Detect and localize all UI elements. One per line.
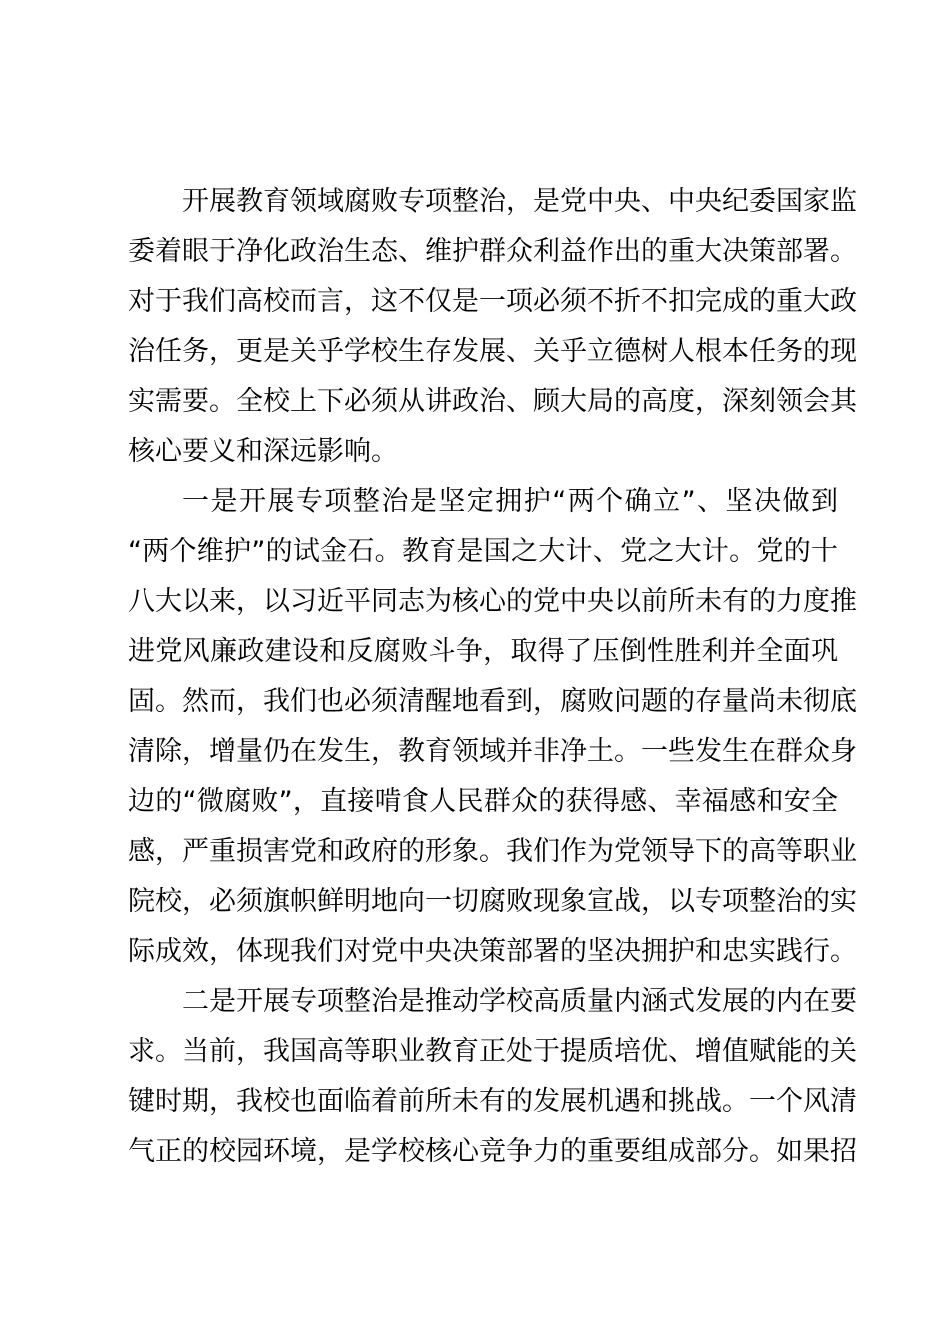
paragraph-line: 开展教育领域腐败专项整治，是党中央、中央纪委国家监	[182, 186, 857, 217]
paragraph-line: 气正的校园环境，是学校核心竞争力的重要组成部分。如果招	[128, 1136, 857, 1167]
paragraph-line: 感，严重损害党和政府的形象。我们作为党领导下的高等职业	[128, 836, 857, 867]
paragraph-line: 治任务，更是关乎学校生存发展、关乎立德树人根本任务的现	[128, 336, 857, 367]
paragraph-line: 委着眼于净化政治生态、维护群众利益作出的重大决策部署。	[128, 236, 857, 267]
paragraph-line: 键时期，我校也面临着前所未有的发展机遇和挑战。一个风清	[128, 1086, 857, 1117]
paragraph-line: 清除，增量仍在发生，教育领域并非净土。一些发生在群众身	[128, 736, 857, 767]
paragraph-line: “两个维护”的试金石。教育是国之大计、党之大计。党的十	[128, 536, 838, 567]
paragraph-line: 边的“微腐败”，直接啃食人民群众的获得感、幸福感和安全	[128, 786, 838, 817]
paragraph-line: 求。当前，我国高等职业教育正处于提质培优、增值赋能的关	[128, 1036, 857, 1067]
paragraph-1	[128, 177, 857, 477]
paragraph-line: 一是开展专项整治是坚定拥护“两个确立”、坚决做到	[182, 486, 838, 517]
paragraph-line: 固。然而，我们也必须清醒地看到，腐败问题的存量尚未彻底	[128, 686, 857, 717]
paragraph-line: 二是开展专项整治是推动学校高质量内涵式发展的内在要	[182, 986, 857, 1017]
paragraph-2	[128, 477, 857, 977]
paragraph-3	[128, 977, 857, 1177]
paragraph-line: 进党风廉政建设和反腐败斗争，取得了压倒性胜利并全面巩	[128, 636, 838, 667]
paragraph-line: 对于我们高校而言，这不仅是一项必须不折不扣完成的重大政	[128, 286, 857, 317]
paragraph-line: 核心要义和深远影响。	[128, 436, 398, 467]
paragraph-line: 八大以来，以习近平同志为核心的党中央以前所未有的力度推	[128, 586, 857, 617]
paragraph-line: 际成效，体现我们对党中央决策部署的坚决拥护和忠实践行。	[128, 936, 857, 967]
document-body	[128, 177, 857, 1177]
paragraph-line: 院校，必须旗帜鲜明地向一切腐败现象宣战，以专项整治的实	[128, 886, 857, 917]
paragraph-line: 实需要。全校上下必须从讲政治、顾大局的高度，深刻领会其	[128, 386, 857, 417]
